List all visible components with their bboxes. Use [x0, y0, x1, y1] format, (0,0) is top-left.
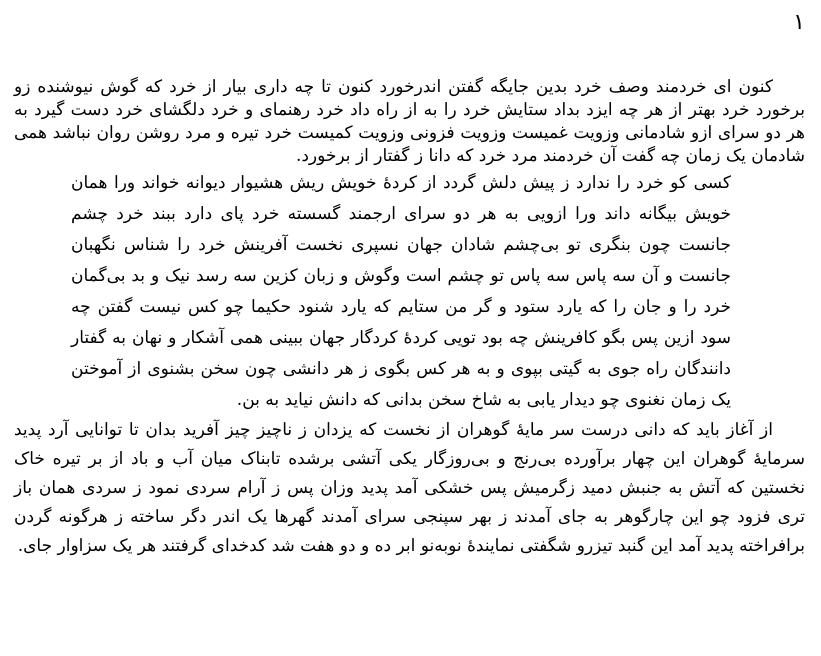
paragraph-2: از آغاز باید که دانی درست سر مایهٔ گوهران از نخست که یزدان ز ناچیز چیز آفرید بدان تا توانایی آرد پدید سرمایهٔ گوهران این چهار برآورده بی‌رنج و بی‌روزگار یکی آتشی برشده تابناک میان آب و باد از بر تیره خاک نخستین که آتش به جنبش دمید زگرمیش پس خشکی آمد پدید وزان پس ز آرام سردی نمود ز سردی همان باز تری فزود چو این چارگوهر به جای آمدند ز بهر سپنجی سرای آمدند گهرها یک اندر دگر ساخته ز هرگونه گردن برافراخته پدید آمد این گنبد تیزرو شگفتی نمایندهٔ نوبه‌نو ابر ده و دو هفت شد کدخدای گرفتند هر یک سزاوار جای. — [14, 420, 805, 556]
page-number: ۱ — [793, 10, 805, 35]
document-body — [14, 76, 805, 561]
verse-block: کسی کو خرد را ندارد ز پیش دلش گردد از کردهٔ خویش ریش هشیوار دیوانه خواند ورا همان خویش بیگانه داند ورا ازویی به هر دو سرای ارجمند گسسته خرد پای دارد ببند خرد چشم جانست چون بنگری تو بی‌چشم شادان جهان نسپری نخست آفرینش خرد را شناس نگهبان جانست و آن سه پاس سه پاس تو چشم است وگوش و زبان کزین سه رسد نیک و بد بی‌گمان خرد را و جان را که یارد ستود و گر من ستایم که یارد شنود حکیما چو کس نیست گفتن چه سود ازین پس بگو کافرینش چه بود تویی کردهٔ کردگار جهان ببینی همی آشکار و نهان به گفتار دانندگان راه جوی به گیتی بپوی و به هر کس بگوی ز هر دانشی چون سخن بشنوی از آموختن یک زمان نغنوی چو دیدار یابی به شاخ سخن بدانی که دانش نیاید به بن. — [71, 173, 731, 410]
paragraph-1: کنون ای خردمند وصف خرد بدین جایگه گفتن اندرخورد کنون تا چه داری بیار از خرد که گوش نیوشنده زو برخورد خرد بهتر از هر چه ایزد بداد ستایش خرد را به از راه داد خرد رهنمای و خرد دلگشای خرد دست گیرد به هر دو سرای ازو شادمانی وزویت غمیست وزویت فزونی وزویت کمیست خرد تیره و مرد روشن روان نباشد همی شادمان یک زمان چه گفت آن خردمند مرد خرد که دانا ز گفتار از برخورد. — [14, 77, 805, 166]
